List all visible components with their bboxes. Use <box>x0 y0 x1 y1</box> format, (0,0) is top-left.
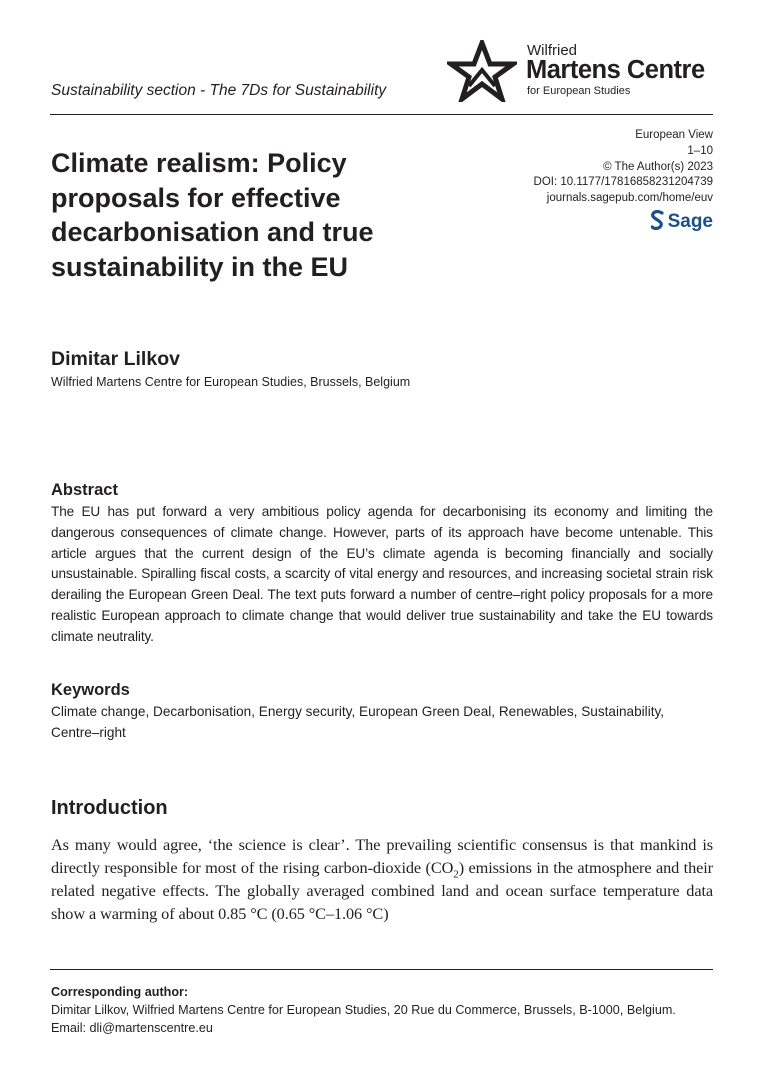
copyright: © The Author(s) 2023 <box>603 160 713 173</box>
logo-line-2: Martens Centre <box>526 56 705 84</box>
introduction-text <box>51 833 713 925</box>
co2-subscript: 2 <box>453 868 459 881</box>
page-range: 1–10 <box>687 144 713 157</box>
footnote-email[interactable]: Email: dli@martenscentre.eu <box>51 1021 213 1035</box>
abstract-text: The EU has put forward a very ambitious policy agenda for decarbonising its economy and limiting the dangerous consequences of climate change. However, parts of its approach have become untenable. This article argues that the current design of the EU’s climate agenda is becoming financially and socially unsustainable. Spiralling fiscal costs, a scarcity of vital energy and resources, and increasing societal strain risk derailing the European Green Deal. The text puts forward a number of centre–right policy proposals for a more realistic European approach to climate change that would deliver true sustainability and take the EU towards climate neutrality. <box>51 504 713 644</box>
intro-text-part-1: As many would agree, ‘the science is clear’. The prevailing scientific consensus is that mankind is directly responsible for most of the rising carbon-dioxide (CO <box>51 835 713 877</box>
keywords-text: Climate change, Decarbonisation, Energy security, European Green Deal, Renewables, Sustainability, Centre–right <box>51 704 665 740</box>
footnote-heading: Corresponding author: <box>51 985 189 999</box>
footnote-rule <box>50 969 713 970</box>
logo-line-3: for European Studies <box>527 85 631 97</box>
author-name: Dimitar Lilkov <box>51 348 180 370</box>
introduction-heading: Introduction <box>51 797 168 819</box>
article-title: Climate realism: Policy proposals for effective decarbonisation and true sustainability in the EU <box>51 148 374 282</box>
footnote-address: Dimitar Lilkov, Wilfried Martens Centre for European Studies, 20 Rue du Commerce, Brussels, B-1000, Belgium. <box>51 1003 676 1017</box>
abstract-heading: Abstract <box>51 481 118 499</box>
keywords-heading: Keywords <box>51 681 130 699</box>
logo-line-1: Wilfried <box>527 42 578 59</box>
section-label: Sustainability section - The 7Ds for Sustainability <box>51 82 387 99</box>
sage-s-icon <box>651 210 664 230</box>
star-person-icon <box>447 40 517 102</box>
header-rule <box>50 114 713 115</box>
doi: DOI: 10.1177/17816858231204739 <box>533 176 713 189</box>
martens-centre-logo <box>447 40 722 104</box>
journal-url[interactable]: journals.sagepub.com/home/euv <box>546 192 713 205</box>
journal-meta <box>533 128 713 232</box>
journal-name: European View <box>635 129 713 141</box>
author-affiliation: Wilfried Martens Centre for European Studies, Brussels, Belgium <box>51 375 411 389</box>
publisher-name: Sage <box>667 211 713 232</box>
intro-text-part-2: ) emissions in the atmosphere and their related negative effects. The globally averaged combined land and ocean surface temperature data show a warming of about 0.85 °C (0.65 °C–1.06 °C) <box>51 858 713 923</box>
sage-logo <box>651 210 713 230</box>
corresponding-author-note <box>51 983 713 1037</box>
